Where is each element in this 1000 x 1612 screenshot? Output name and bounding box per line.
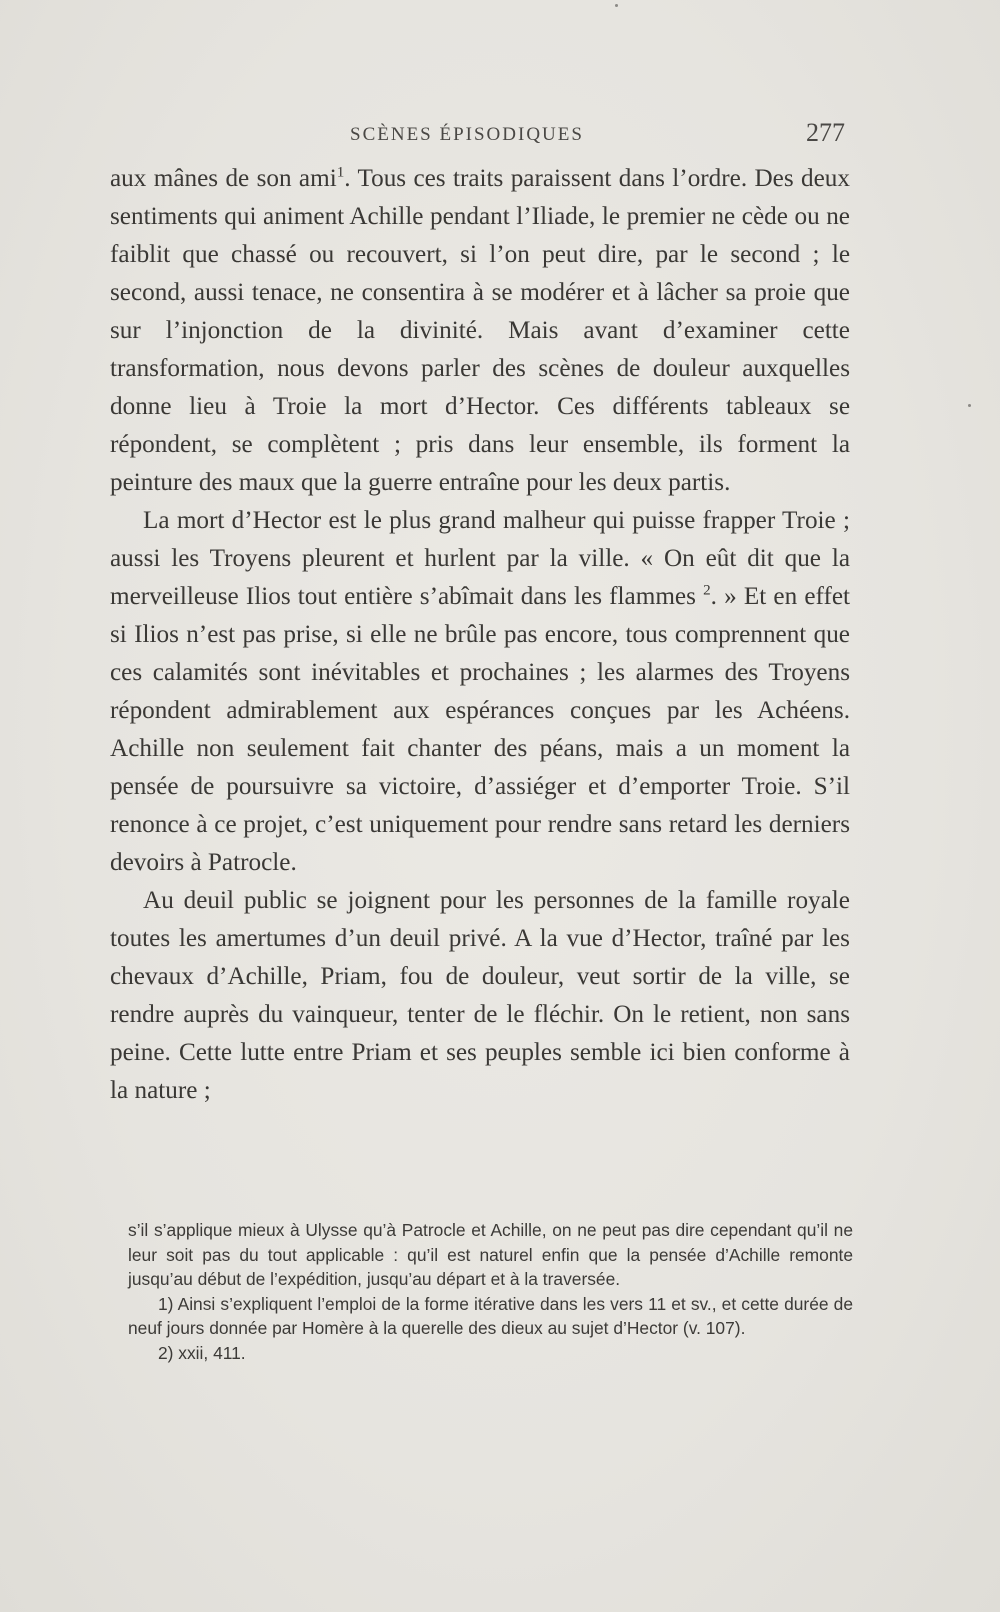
- page-header: [110, 118, 845, 148]
- footnote-ref-2: 2: [703, 582, 711, 599]
- paper-speck: [615, 4, 618, 7]
- main-text: [110, 160, 850, 1110]
- paragraph-1-start: aux mânes de son ami: [110, 165, 337, 192]
- footnote-1: 1) Ainsi s’expliquent l’emploi de la forme itérative dans les vers 11 et sv., et cette durée de neuf jours donnée par Homère à la querelle des dieux au sujet d’Hector (v. 107).: [128, 1293, 853, 1338]
- paragraph-1-rest: . Tous ces traits paraissent dans l’ordre. Des deux sentiments qui animent Achille pendant l’Iliade, le premier ne cède ou ne faiblit que chassé ou recouvert, si l’on peut dire, par le second ; le second, aussi tenace, ne consentira à se modérer et à lâcher sa proie que sur l’injonction de la divinité. Mais avant d’examiner cette transformation, nous devons parler des scènes de douleur auxquelles donne lieu à Troie la mort d’Hector. Ces différents tableaux se répondent, se complètent ; pris dans leur ensemble, ils forment la peinture des maux que la guerre entraîne pour les deux partis.: [110, 165, 850, 496]
- footnotes: [128, 1218, 853, 1365]
- paragraph-1: [110, 160, 850, 502]
- paragraph-2-start: La mort d’Hector est le plus grand malheur qui puisse frapper Troie ; aussi les Troyens pleurent et hurlent par la ville. « On eût dit que la merveilleuse Ilios tout entière s’abîmait dans les flammes: [110, 507, 850, 610]
- footnote-continuation: s’il s’applique mieux à Ulysse qu’à Patrocle et Achille, on ne peut pas dire cependant qu’il ne leur soit pas du tout applicable : qu’il est naturel enfin que la pensée d’Achille remonte jusqu’au début de l’expédition, jusqu’au départ et à la traversée.: [128, 1220, 853, 1289]
- paragraph-2: [110, 502, 850, 882]
- running-title: SCÈNES ÉPISODIQUES: [350, 124, 584, 145]
- footnote-2: 2) xxii, 411.: [158, 1342, 246, 1363]
- paragraph-3: Au deuil public se joignent pour les personnes de la famille royale toutes les amertumes d’un deuil privé. A la vue d’Hector, traîné par les chevaux d’Achille, Priam, fou de douleur, veut sortir de la ville, se rendre auprès du vainqueur, tenter de le fléchir. On le retient, non sans peine. Cette lutte entre Priam et ses peuples semble ici bien conforme à la nature ;: [110, 887, 850, 1104]
- paper-speck: [968, 404, 971, 407]
- page-number: 277: [806, 118, 845, 147]
- paragraph-2-rest: . » Et en effet si Ilios n’est pas prise, si elle ne brûle pas encore, tous comprennent que ces calamités sont inévitables et prochaines ; les alarmes des Troyens répondent admirablement aux espérances conçues par les Achéens. Achille non seulement fait chanter des péans, mais a un moment la pensée de poursuivre sa victoire, d’assiéger et d’emporter Troie. S’il renonce à ce projet, c’est uniquement pour rendre sans retard les derniers devoirs à Patrocle.: [110, 583, 851, 876]
- footnote-ref-1: 1: [336, 164, 345, 181]
